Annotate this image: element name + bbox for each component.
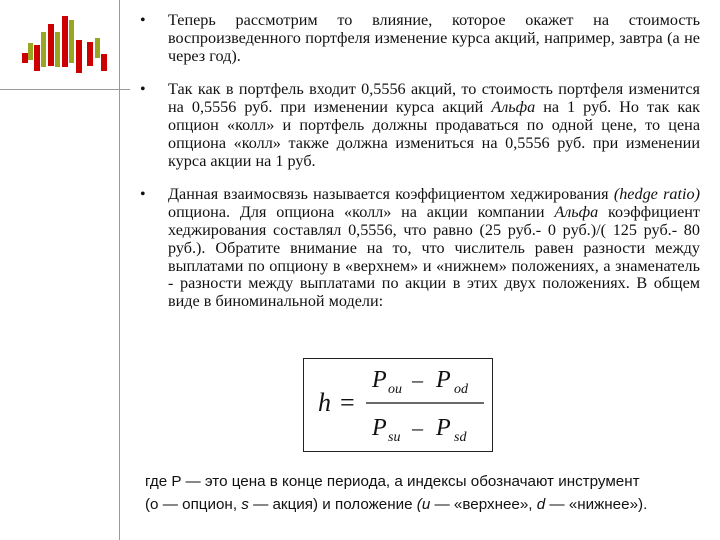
logo-bar-red: [48, 24, 54, 66]
formula-den-minus: –: [412, 415, 423, 440]
formula-equals: =: [340, 388, 355, 417]
formula-num-p2: P: [436, 367, 451, 393]
logo-bar-olive: [95, 38, 100, 58]
logo-bar-olive: [41, 32, 46, 67]
explanation-line-1: где P — это цена в конце периода, а индексы обозначают инструмент: [145, 473, 640, 490]
explanation-text: (о — опцион,: [145, 496, 242, 513]
company-name: Альфа: [491, 98, 536, 117]
index-u: (u: [416, 496, 431, 513]
hedge-ratio-formula: [303, 358, 493, 452]
logo-bar-red: [34, 45, 40, 71]
logo-bar-red: [62, 16, 68, 67]
bullet-dot-icon: •: [140, 81, 146, 99]
logo-bar-olive: [69, 20, 74, 63]
horizontal-divider: [0, 89, 130, 90]
hedge-ratio-term: (hedge ratio): [613, 185, 700, 204]
bullet-text-part: Данная взаимосвязь называется коэффициентом хеджирования: [168, 185, 614, 204]
bullet-text-part: коэффициент хеджирования составлял 0,5556, что равно (25 руб.- 0 руб.)/( 125 руб.- 80 руб.). Обратите внимание на то, что числитель равен разности между выплатами по опциону в «верхнем» и «нижнем» положениях, а знаменатель - разности между выплатами по акции в этих двух положениях. В общем виде в биноминальной модели:: [168, 203, 700, 311]
formula-num-p1: P: [372, 367, 387, 393]
formula-den-sub1: su: [388, 430, 401, 445]
index-s: s: [241, 496, 249, 513]
formula-lhs: h: [318, 388, 331, 417]
logo-bar-red: [76, 40, 82, 73]
bullet-dot-icon: •: [140, 186, 146, 204]
formula-den-p2: P: [436, 415, 451, 441]
bullet-item: [140, 81, 700, 170]
explanation-line-2: [145, 493, 705, 516]
logo-bar-red: [87, 42, 93, 66]
company-name: Альфа: [554, 203, 599, 222]
bullet-item: [140, 12, 700, 65]
logo-bar-olive: [55, 32, 60, 67]
formula-den-p1: P: [372, 415, 387, 441]
index-d: d: [536, 496, 546, 513]
explanation-text: — «нижнее»).: [545, 496, 648, 513]
logo-bar-olive: [28, 43, 33, 60]
bullet-text-part: на 1 руб. Но так как опцион «колл» и портфель должны продаваться по одной цене, то цена опциона «колл» также должна измениться на 0,5556 руб. при изменении курса акции на 1 руб.: [168, 98, 700, 170]
bullet-dot-icon: •: [140, 12, 146, 29]
vertical-divider: [119, 0, 120, 540]
bullet-item: [140, 186, 700, 311]
formula-num-sub2: od: [454, 382, 468, 397]
formula-num-sub1: ou: [388, 382, 402, 397]
explanation-text: — акция) и положение: [248, 496, 417, 513]
bullet-text-part: опциона. Для опциона «колл» на акции компании: [168, 203, 555, 222]
explanation-text: — «верхнее»,: [430, 496, 537, 513]
formula-num-minus: –: [412, 367, 423, 392]
bar-chart-logo-icon: [0, 0, 130, 90]
bullet-text: Теперь рассмотрим то влияние, которое окажет на стоимость воспроизведенного портфеля изменение курса акций, например, завтра (а не через год).: [168, 11, 700, 65]
bullet-list: [140, 12, 700, 311]
formula-explanation: [145, 470, 705, 516]
logo-bar-red: [101, 54, 107, 71]
formula-den-sub2: sd: [454, 430, 467, 445]
bullet-text-part: Так как в портфель входит 0,5556 акций, то стоимость портфеля изменится на 0,5556 руб. при изменении курса акций: [168, 80, 700, 117]
logo-bar-red: [22, 53, 28, 63]
